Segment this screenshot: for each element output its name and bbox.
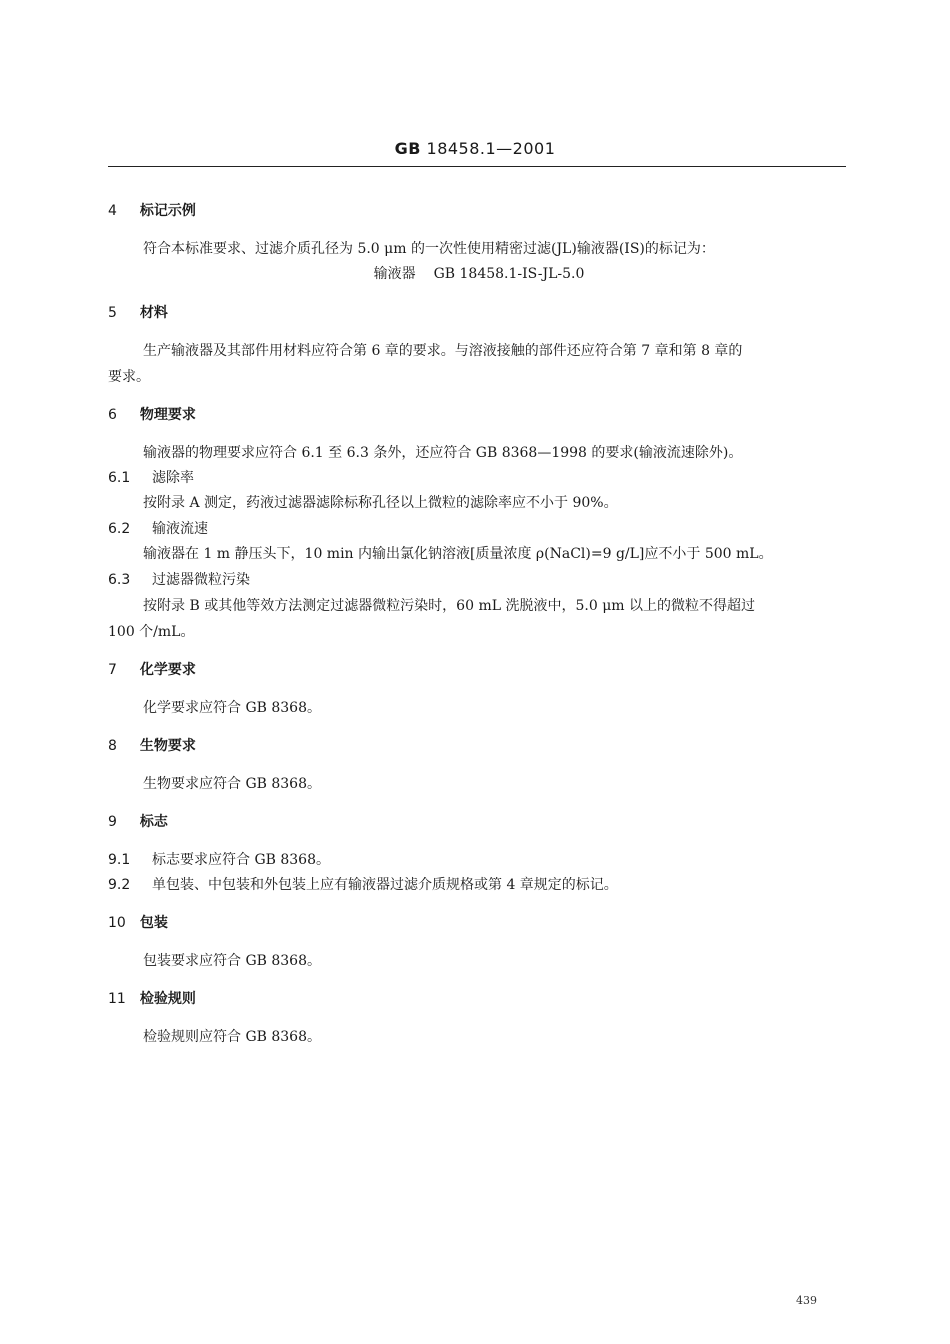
section-4-paragraph: 符合本标准要求、过滤介质孔径为 5.0 μm 的一次性使用精密过滤(JL)输液器(IS)的标记为： — [143, 241, 715, 257]
subsection-title: 输液流速 — [152, 521, 208, 537]
section-number: 9 — [108, 814, 117, 830]
section-number: 10 — [108, 915, 126, 931]
section-10-heading — [108, 912, 168, 932]
section-title: 生物要求 — [139, 738, 196, 754]
section-title: 材料 — [139, 305, 168, 321]
section-9-heading — [108, 811, 168, 831]
section-5-paragraph-line1: 生产输液器及其部件用材料应符合第 6 章的要求。与溶液接触的部件还应符合第 7 章和第 8 章的 — [143, 343, 743, 359]
section-11-heading — [108, 988, 196, 1008]
section-number: 5 — [108, 305, 117, 321]
section-11-paragraph: 检验规则应符合 GB 8368。 — [143, 1029, 322, 1045]
section-5-heading — [108, 302, 168, 322]
section-title: 化学要求 — [139, 662, 196, 678]
section-number: 4 — [108, 203, 117, 219]
clause-9-1 — [108, 849, 330, 869]
subsection-6-1-heading — [108, 467, 194, 487]
section-10-paragraph: 包装要求应符合 GB 8368。 — [143, 953, 322, 969]
section-number: 6 — [108, 407, 117, 423]
marking-example — [4, 263, 950, 283]
section-6-heading — [108, 404, 196, 424]
clause-text: 标志要求应符合 GB 8368。 — [152, 852, 331, 868]
standard-code-header — [0, 139, 950, 158]
clause-number: 9.2 — [108, 877, 131, 893]
clause-9-2 — [108, 874, 618, 894]
subsection-number: 6.1 — [108, 470, 131, 486]
marking-name: 输液器 — [373, 266, 416, 282]
section-number: 8 — [108, 738, 117, 754]
section-number: 7 — [108, 662, 117, 678]
section-8-heading — [108, 735, 196, 755]
standard-prefix: GB — [394, 139, 421, 158]
section-title: 标记示例 — [139, 203, 196, 219]
section-title: 检验规则 — [139, 991, 196, 1007]
header-divider — [108, 166, 846, 167]
page-number: 439 — [796, 1294, 817, 1307]
subsection-6-3-paragraph-line1: 按附录 B 或其他等效方法测定过滤器微粒污染时，60 mL 洗脱液中，5.0 μm 以上的微粒不得超过 — [143, 598, 756, 614]
marking-code: GB 18458.1-IS-JL-5.0 — [433, 266, 585, 282]
subsection-6-2-heading — [108, 518, 208, 538]
subsection-6-3-heading — [108, 569, 250, 589]
section-number: 11 — [108, 991, 126, 1007]
subsection-6-2-paragraph: 输液器在 1 m 静压头下，10 min 内输出氯化钠溶液[质量浓度 ρ(NaCl)=9 g/L]应不小于 500 mL。 — [143, 546, 773, 562]
subsection-title: 过滤器微粒污染 — [152, 572, 250, 588]
section-6-paragraph: 输液器的物理要求应符合 6.1 至 6.3 条外，还应符合 GB 8368—1998 的要求(输液流速除外)。 — [143, 445, 743, 461]
subsection-number: 6.2 — [108, 521, 131, 537]
subsection-title: 滤除率 — [152, 470, 194, 486]
subsection-6-3-paragraph-line2: 100 个/mL。 — [108, 624, 195, 640]
section-title: 物理要求 — [139, 407, 196, 423]
section-4-heading — [108, 200, 196, 220]
section-title: 标志 — [139, 814, 168, 830]
subsection-number: 6.3 — [108, 572, 131, 588]
section-7-heading — [108, 659, 196, 679]
clause-number: 9.1 — [108, 852, 131, 868]
section-5-paragraph-line2: 要求。 — [108, 369, 150, 385]
standard-number: 18458.1—2001 — [426, 139, 556, 158]
clause-text: 单包装、中包装和外包装上应有输液器过滤介质规格或第 4 章规定的标记。 — [152, 877, 618, 893]
section-8-paragraph: 生物要求应符合 GB 8368。 — [143, 776, 322, 792]
section-7-paragraph: 化学要求应符合 GB 8368。 — [143, 700, 322, 716]
section-title: 包装 — [139, 915, 168, 931]
subsection-6-1-paragraph: 按附录 A 测定，药液过滤器滤除标称孔径以上微粒的滤除率应不小于 90%。 — [143, 495, 618, 511]
